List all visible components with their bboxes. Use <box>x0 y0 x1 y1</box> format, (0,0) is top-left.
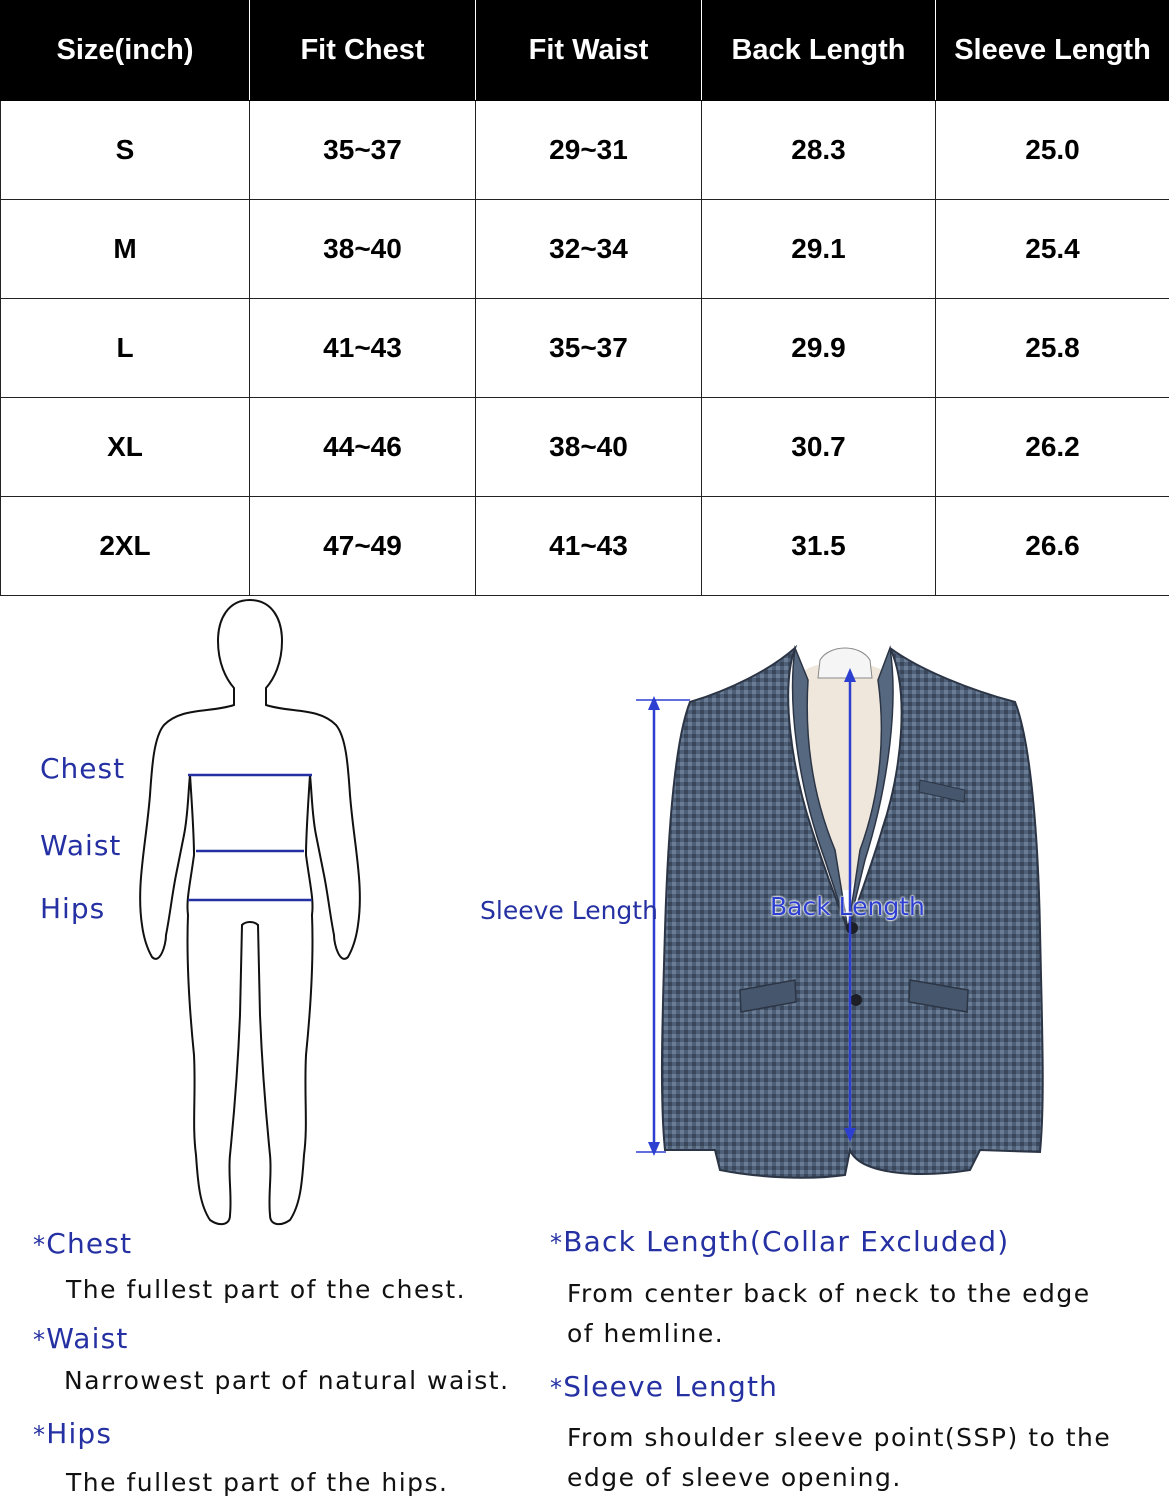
note-back-length-line: From center back of neck to the edge <box>567 1274 1091 1314</box>
note-star: * <box>33 1231 46 1259</box>
note-hips-title-text: Hips <box>46 1417 112 1450</box>
table-row <box>1 497 1169 596</box>
cell-size: XL <box>1 398 250 497</box>
note-hips-title <box>33 1417 112 1450</box>
cell-sleeve-length: 25.8 <box>936 299 1169 398</box>
note-star: * <box>33 1326 46 1354</box>
note-waist-text: Narrowest part of natural waist. <box>64 1361 510 1401</box>
cell-back-length: 28.3 <box>702 101 936 200</box>
note-back-length-title <box>550 1225 1009 1258</box>
note-back-length-text <box>567 1274 1091 1354</box>
body-label-hips: Hips <box>40 892 105 925</box>
note-sleeve-length-title-text: Sleeve Length <box>563 1370 778 1403</box>
note-chest-title <box>33 1227 132 1260</box>
cell-fit-chest: 41~43 <box>250 299 476 398</box>
note-sleeve-length-title <box>550 1370 778 1403</box>
note-star: * <box>550 1374 563 1402</box>
cell-sleeve-length: 25.0 <box>936 101 1169 200</box>
note-back-length-title-text: Back Length(Collar Excluded) <box>563 1225 1009 1258</box>
note-hips-text: The fullest part of the hips. <box>66 1463 449 1503</box>
cell-size: 2XL <box>1 497 250 596</box>
cell-back-length: 31.5 <box>702 497 936 596</box>
note-chest-text: The fullest part of the chest. <box>66 1270 466 1310</box>
cell-fit-chest: 35~37 <box>250 101 476 200</box>
note-sleeve-length-text <box>567 1418 1111 1498</box>
table-row <box>1 299 1169 398</box>
cell-fit-waist: 29~31 <box>476 101 702 200</box>
cell-fit-chest: 47~49 <box>250 497 476 596</box>
cell-size: M <box>1 200 250 299</box>
jacket-label-back-length: Back Length <box>770 892 925 921</box>
note-waist-title <box>33 1322 129 1355</box>
cell-back-length: 29.9 <box>702 299 936 398</box>
header-fit-chest: Fit Chest <box>250 1 476 101</box>
cell-fit-waist: 38~40 <box>476 398 702 497</box>
body-label-waist: Waist <box>40 829 121 862</box>
size-chart-table <box>0 0 1169 596</box>
cell-size: S <box>1 101 250 200</box>
table-row <box>1 398 1169 497</box>
note-sleeve-length-line: edge of sleeve opening. <box>567 1458 1111 1498</box>
table-row <box>1 101 1169 200</box>
cell-fit-waist: 35~37 <box>476 299 702 398</box>
note-star: * <box>33 1421 46 1449</box>
cell-fit-waist: 32~34 <box>476 200 702 299</box>
header-size: Size(inch) <box>1 1 250 101</box>
cell-sleeve-length: 26.2 <box>936 398 1169 497</box>
note-chest-title-text: Chest <box>46 1227 132 1260</box>
header-fit-waist: Fit Waist <box>476 1 702 101</box>
cell-back-length: 29.1 <box>702 200 936 299</box>
cell-fit-chest: 44~46 <box>250 398 476 497</box>
body-label-chest: Chest <box>40 752 125 785</box>
cell-size: L <box>1 299 250 398</box>
note-star: * <box>550 1229 563 1257</box>
table-header-row <box>1 1 1169 101</box>
cell-sleeve-length: 26.6 <box>936 497 1169 596</box>
note-back-length-line: of hemline. <box>567 1314 1091 1354</box>
cell-fit-waist: 41~43 <box>476 497 702 596</box>
note-waist-title-text: Waist <box>46 1322 128 1355</box>
header-back-length: Back Length <box>702 1 936 101</box>
note-sleeve-length-line: From shoulder sleeve point(SSP) to the <box>567 1418 1111 1458</box>
cell-fit-chest: 38~40 <box>250 200 476 299</box>
jacket-label-sleeve-length: Sleeve Length <box>480 896 658 925</box>
body-outline-figure <box>130 595 370 1230</box>
cell-back-length: 30.7 <box>702 398 936 497</box>
header-sleeve-length: Sleeve Length <box>936 1 1169 101</box>
cell-sleeve-length: 25.4 <box>936 200 1169 299</box>
table-row <box>1 200 1169 299</box>
